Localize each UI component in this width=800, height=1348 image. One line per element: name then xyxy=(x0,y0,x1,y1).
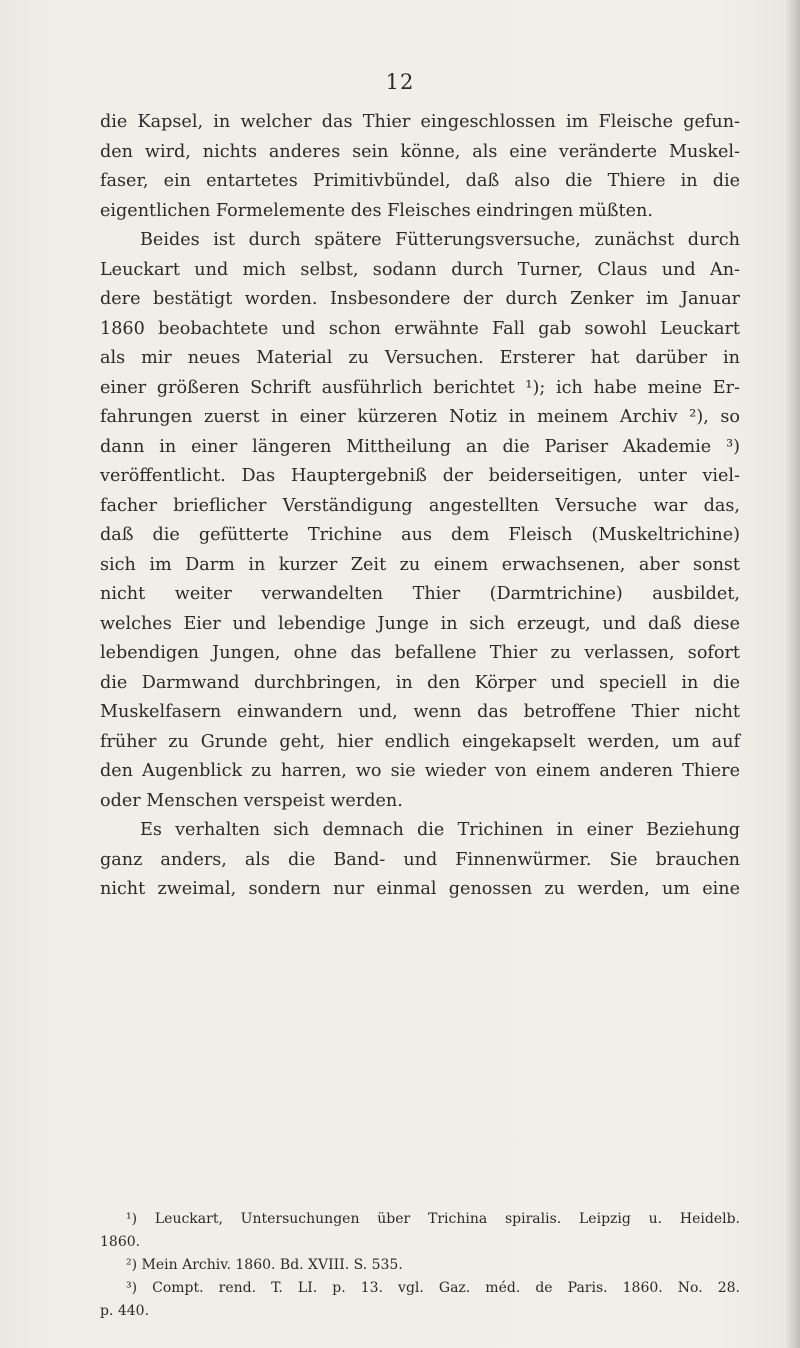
text-line: faser, ein entartetes Primitivbündel, daß also die Thiere in die xyxy=(100,171,740,191)
text-line: nicht weiter verwandelten Thier (Darmtrichine) ausbildet, xyxy=(100,584,740,604)
footnote-line: ³) Compt. rend. T. LI. p. 13. vgl. Gaz. méd. de Paris. 1860. No. 28. xyxy=(126,1280,740,1296)
text-line: fahrungen zuerst in einer kürzeren Notiz in meinem Archiv ²), so xyxy=(100,407,740,427)
text-line: die Darmwand durchbringen, in den Körper und speciell in die xyxy=(100,672,740,693)
footnote-line: p. 440. xyxy=(100,1303,150,1319)
text-line: daß die gefütterte Trichine aus dem Fleisch (Muskeltrichine) xyxy=(100,525,740,545)
footnote-line: ¹) Leuckart, Untersuchungen über Trichina spiralis. Leipzig u. Heidelb. xyxy=(126,1211,740,1227)
text-line: einer größeren Schrift ausführlich berichtet ¹); ich habe meine Er- xyxy=(100,377,740,398)
text-line: den Augenblick zu harren, wo sie wieder von einem anderen Thiere xyxy=(100,761,740,781)
text-line: facher brieflicher Verständigung angestellten Versuche war das, xyxy=(100,495,740,516)
text-line: als mir neues Material zu Versuchen. Ersterer hat darüber in xyxy=(100,348,740,368)
text-line: welches Eier und lebendige Junge in sich erzeugt, und daß diese xyxy=(100,613,740,634)
page-edge-shadow xyxy=(786,0,800,1348)
text-line: eigentlichen Formelemente des Fleisches eindringen müßten. xyxy=(100,200,653,221)
text-line: veröffentlicht. Das Hauptergebniß der beiderseitigen, unter viel- xyxy=(100,466,740,486)
text-line: 1860 beobachtete und schon erwähnte Fall gab sowohl Leuckart xyxy=(100,318,740,339)
text-line: nicht zweimal, sondern nur einmal genossen zu werden, um eine xyxy=(100,879,740,899)
text-line: sich im Darm in kurzer Zeit zu einem erwachsenen, aber sonst xyxy=(100,554,740,575)
text-line: Beides ist durch spätere Fütterungsversuche, zunächst durch xyxy=(140,230,740,250)
text-line: dere bestätigt worden. Insbesondere der durch Zenker im Januar xyxy=(100,289,740,309)
footnote-line: ²) Mein Archiv. 1860. Bd. XVIII. S. 535. xyxy=(126,1257,403,1273)
text-line: Muskelfasern einwandern und, wenn das betroffene Thier nicht xyxy=(100,702,740,722)
text-line: oder Menschen verspeist werden. xyxy=(100,790,403,811)
text-line: den wird, nichts anderes sein könne, als eine veränderte Muskel- xyxy=(100,141,740,162)
text-line: lebendigen Jungen, ohne das befallene Thier zu verlassen, sofort xyxy=(100,643,740,663)
footnote-line: 1860. xyxy=(100,1234,141,1250)
text-line: die Kapsel, in welcher das Thier eingeschlossen im Fleische gefun- xyxy=(100,112,740,132)
body-text xyxy=(100,108,740,905)
page-number: 12 xyxy=(385,70,415,94)
text-line: ganz anders, als die Band- und Finnenwürmer. Sie brauchen xyxy=(100,849,740,870)
text-line: früher zu Grunde geht, hier endlich eingekapselt werden, um auf xyxy=(100,731,740,752)
footnotes xyxy=(100,1208,740,1323)
text-line: Leuckart und mich selbst, sodann durch Turner, Claus und An- xyxy=(100,259,740,280)
text-line: dann in einer längeren Mittheilung an die Pariser Akademie ³) xyxy=(100,436,740,457)
text-line: Es verhalten sich demnach die Trichinen in einer Beziehung xyxy=(140,820,740,840)
